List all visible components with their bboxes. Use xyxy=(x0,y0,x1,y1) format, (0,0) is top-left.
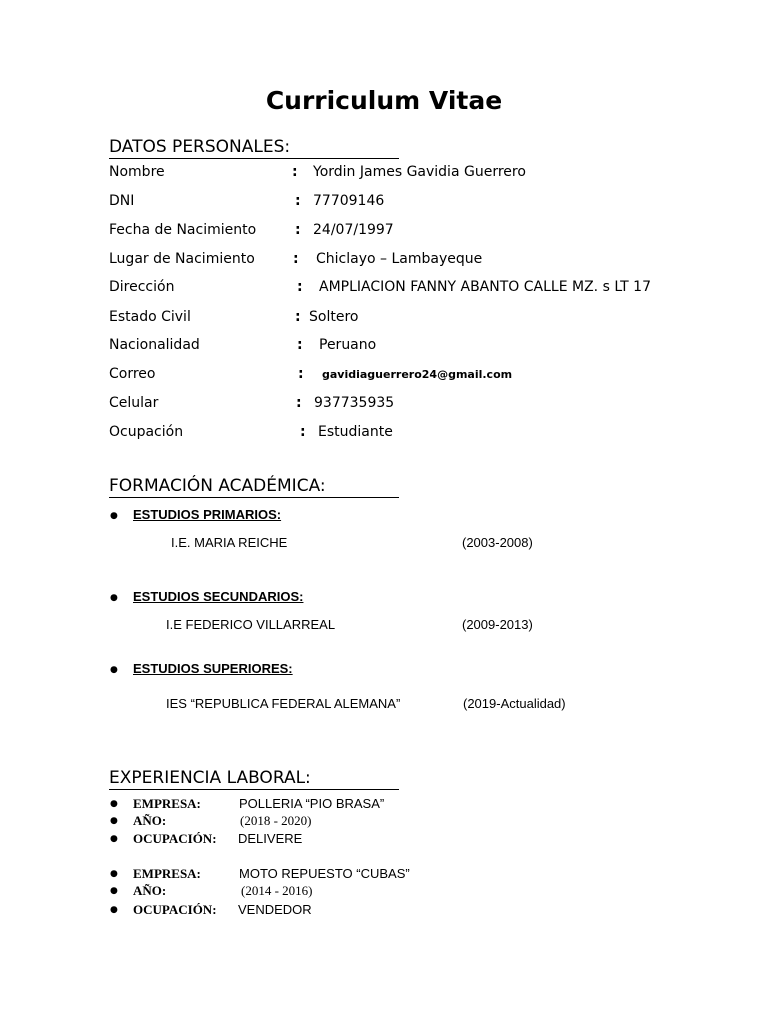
personal-label: Lugar de Nacimiento xyxy=(109,251,255,267)
colon: : xyxy=(292,164,298,180)
personal-value: Chiclayo – Lambayeque xyxy=(316,251,483,267)
experience-label: EMPRESA: xyxy=(133,796,201,811)
bullet-icon: ● xyxy=(110,593,118,603)
colon: : xyxy=(296,395,302,411)
education-school: IES “REPUBLICA FEDERAL ALEMANA” xyxy=(166,696,401,711)
personal-label: Nacionalidad xyxy=(109,337,200,353)
colon: : xyxy=(295,193,301,209)
bullet-icon: ● xyxy=(110,869,118,879)
personal-label: Celular xyxy=(109,395,159,411)
section-heading-education: FORMACIÓN ACADÉMICA: xyxy=(109,476,399,498)
experience-label: EMPRESA: xyxy=(133,866,201,881)
experience-label: AÑO: xyxy=(133,883,167,898)
experience-role: DELIVERE xyxy=(238,831,303,846)
bullet-icon: ● xyxy=(110,665,118,675)
section-heading-personal: DATOS PERSONALES: xyxy=(109,137,399,159)
bullet-icon: ● xyxy=(110,905,118,915)
experience-company: POLLERIA “PIO BRASA” xyxy=(239,796,385,811)
personal-label: Dirección xyxy=(109,279,175,295)
colon: : xyxy=(300,424,306,440)
personal-label: DNI xyxy=(109,193,135,209)
personal-value: 937735935 xyxy=(314,395,395,411)
education-years: (2003-2008) xyxy=(462,535,533,550)
personal-value: Estudiante xyxy=(318,424,393,440)
bullet-icon: ● xyxy=(110,511,118,521)
colon: : xyxy=(295,222,301,238)
personal-value: AMPLIACION FANNY ABANTO CALLE MZ. s LT 17 xyxy=(319,279,652,295)
bullet-icon: ● xyxy=(110,816,118,826)
education-level: ESTUDIOS SUPERIORES: xyxy=(133,661,293,676)
education-years: (2019-Actualidad) xyxy=(463,696,566,711)
bullet-icon: ● xyxy=(110,834,118,844)
personal-label: Nombre xyxy=(109,164,165,180)
colon: : xyxy=(297,337,303,353)
experience-company: MOTO REPUESTO “CUBAS” xyxy=(239,866,410,881)
personal-value: 77709146 xyxy=(313,193,385,209)
colon: : xyxy=(295,309,301,325)
education-years: (2009-2013) xyxy=(462,617,533,632)
colon: : xyxy=(293,251,299,267)
colon: : xyxy=(297,279,303,295)
experience-years: (2018 - 2020) xyxy=(240,813,312,828)
personal-label: Fecha de Nacimiento xyxy=(109,222,257,238)
section-heading-experience: EXPERIENCIA LABORAL: xyxy=(109,768,399,790)
personal-label: Ocupación xyxy=(109,424,184,440)
education-school: I.E. MARIA REICHE xyxy=(171,535,288,550)
personal-value: Soltero xyxy=(309,309,359,325)
experience-label: OCUPACIÓN: xyxy=(133,902,217,917)
experience-label: OCUPACIÓN: xyxy=(133,831,217,846)
personal-label: Estado Civil xyxy=(109,309,191,325)
experience-years: (2014 - 2016) xyxy=(241,883,313,898)
education-school: I.E FEDERICO VILLARREAL xyxy=(166,617,336,632)
bullet-icon: ● xyxy=(110,799,118,809)
colon: : xyxy=(298,366,304,382)
personal-label: Correo xyxy=(109,366,156,382)
experience-role: VENDEDOR xyxy=(238,902,312,917)
education-level: ESTUDIOS SECUNDARIOS: xyxy=(133,589,304,604)
bullet-icon: ● xyxy=(110,886,118,896)
personal-value: Peruano xyxy=(319,337,377,353)
email-value: gavidiaguerrero24@gmail.com xyxy=(322,368,513,381)
personal-value: Yordin James Gavidia Guerrero xyxy=(313,164,526,180)
experience-label: AÑO: xyxy=(133,813,167,828)
document-title: Curriculum Vitae xyxy=(265,86,503,115)
personal-value: 24/07/1997 xyxy=(313,222,394,238)
education-level: ESTUDIOS PRIMARIOS: xyxy=(133,507,282,522)
